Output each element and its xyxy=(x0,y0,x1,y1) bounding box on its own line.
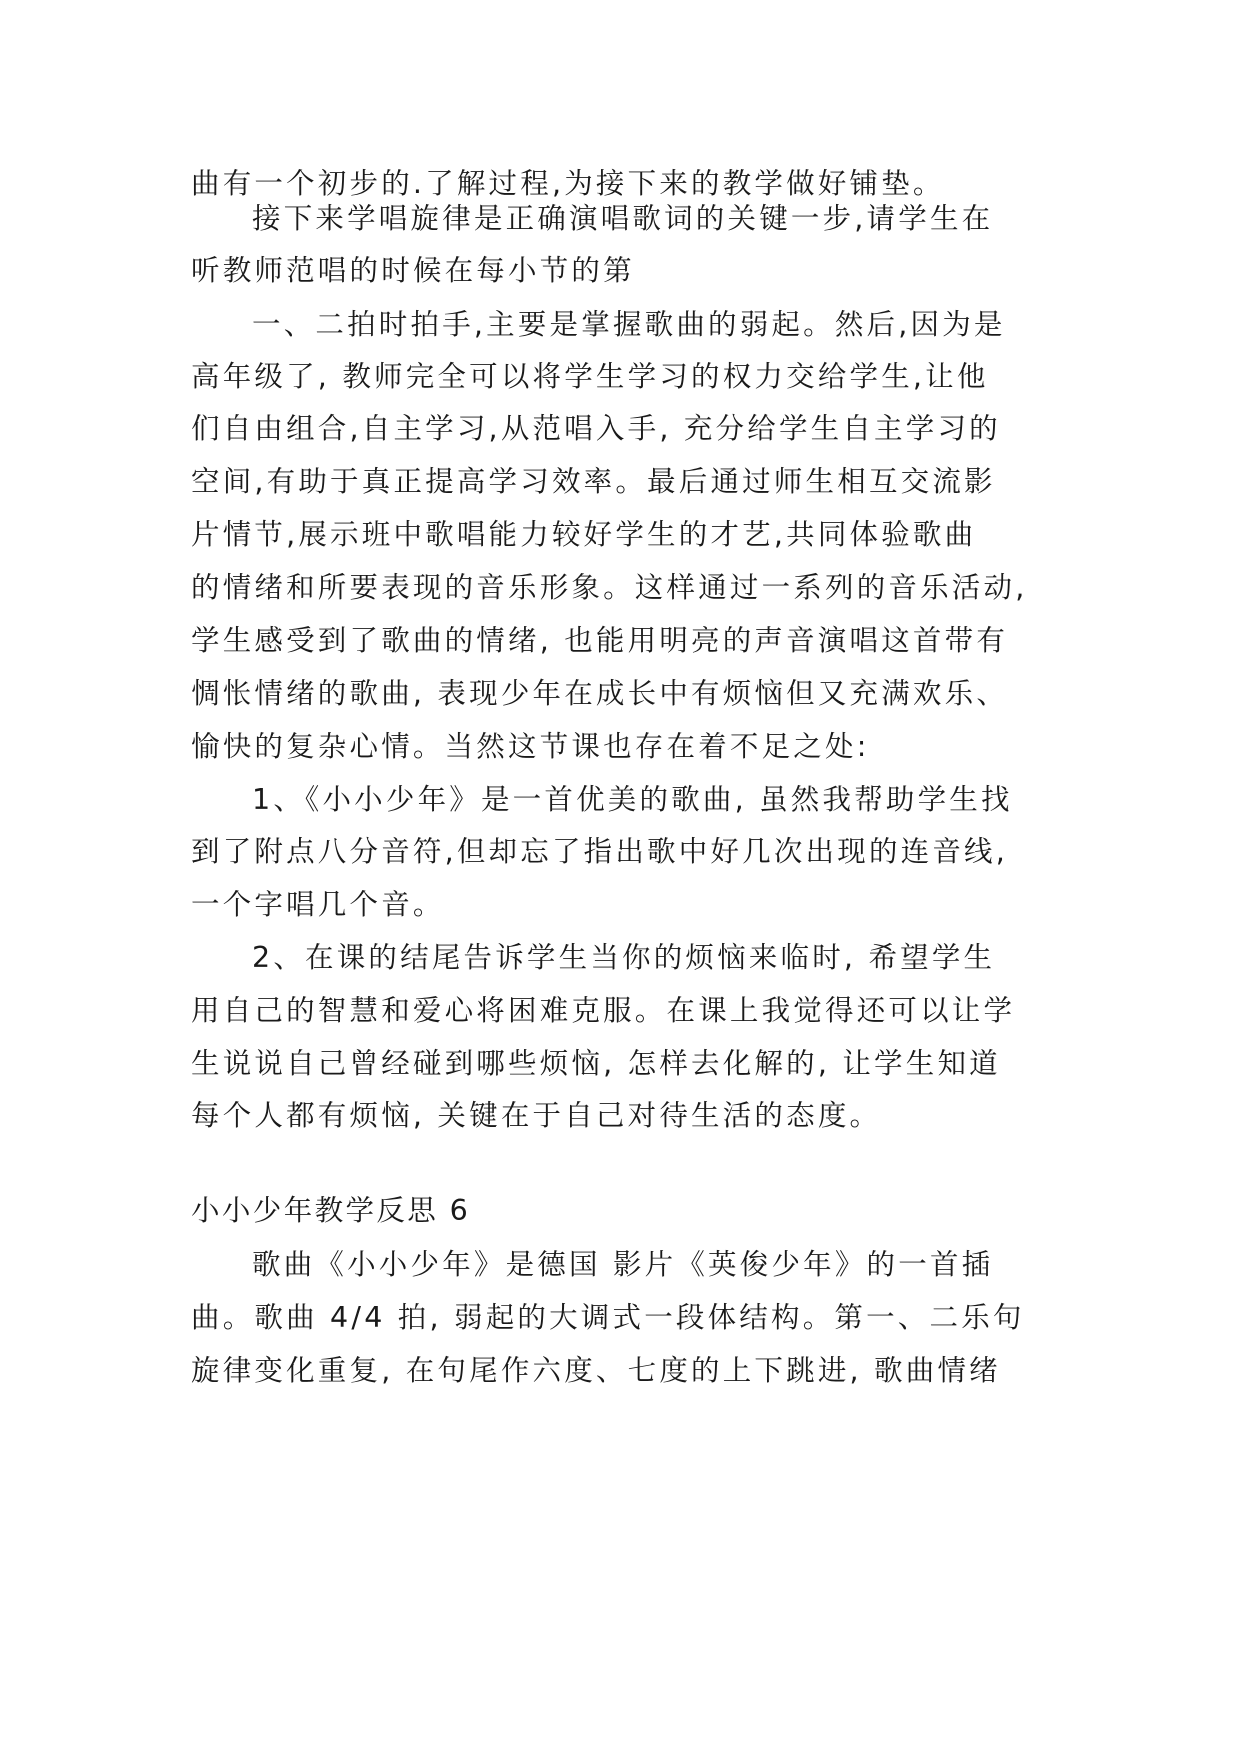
paragraph-1-line-1: 曲有一个初步的.了解过程,为接下来的教学做好铺垫。 xyxy=(191,167,945,200)
paragraph-6-line-1: 歌曲《小小少年》是德国 影片《英俊少年》的一首插 xyxy=(252,1248,994,1281)
paragraph-4-line-2: 到了附点八分音符,但却忘了指出歌中好几次出现的连音线, xyxy=(191,835,1009,868)
paragraph-3-line-1: 一、二拍时拍手,主要是掌握歌曲的弱起。然后,因为是 xyxy=(252,308,1006,341)
paragraph-2-line-2: 听教师范唱的时候在每小节的第 xyxy=(191,254,635,287)
paragraph-3-line-3: 们自由组合,自主学习,从范唱入手, 充分给学生自主学习的 xyxy=(191,412,1001,445)
paragraph-4-line-3: 一个字唱几个音。 xyxy=(191,888,445,921)
paragraph-5-line-2: 用自己的智慧和爱心将困难克服。在课上我觉得还可以让学 xyxy=(191,994,1016,1027)
paragraph-6-line-2: 曲。歌曲 4/4 拍, 弱起的大调式一段体结构。第一、二乐句 xyxy=(191,1301,1025,1334)
paragraph-5-line-3: 生说说自己曾经碰到哪些烦恼, 怎样去化解的, 让学生知道 xyxy=(191,1047,1001,1080)
paragraph-3-line-7: 学生感受到了歌曲的情绪, 也能用明亮的声音演唱这首带有 xyxy=(191,624,1009,657)
paragraph-3-line-4: 空间,有助于真正提高学习效率。最后通过师生相互交流影 xyxy=(191,465,996,498)
paragraph-5-line-4: 每个人都有烦恼, 关键在于自己对待生活的态度。 xyxy=(191,1099,882,1132)
paragraph-3-line-6: 的情绪和所要表现的音乐形象。这样通过一系列的音乐活动, xyxy=(191,571,1028,604)
paragraph-6-line-3: 旋律变化重复, 在句尾作六度、七度的上下跳进, 歌曲情绪 xyxy=(191,1354,1001,1387)
section-heading: 小小少年教学反思 6 xyxy=(191,1194,471,1227)
paragraph-4-line-1: 1、《小小少年》是一首优美的歌曲, 虽然我帮助学生找 xyxy=(252,783,1013,816)
paragraph-3-line-9: 愉快的复杂心情。当然这节课也存在着不足之处: xyxy=(191,730,870,763)
paragraph-5-line-1: 2、在课的结尾告诉学生当你的烦恼来临时, 希望学生 xyxy=(252,941,996,974)
paragraph-2-line-1: 接下来学唱旋律是正确演唱歌词的关键一步,请学生在 xyxy=(252,202,994,235)
paragraph-3-line-8: 惆怅情绪的歌曲, 表现少年在成长中有烦恼但又充满欢乐、 xyxy=(191,677,1009,710)
paragraph-3-line-5: 片情节,展示班中歌唱能力较好学生的才艺,共同体验歌曲 xyxy=(191,518,977,551)
paragraph-3-line-2: 高年级了, 教师完全可以将学生学习的权力交给学生,让他 xyxy=(191,360,989,393)
